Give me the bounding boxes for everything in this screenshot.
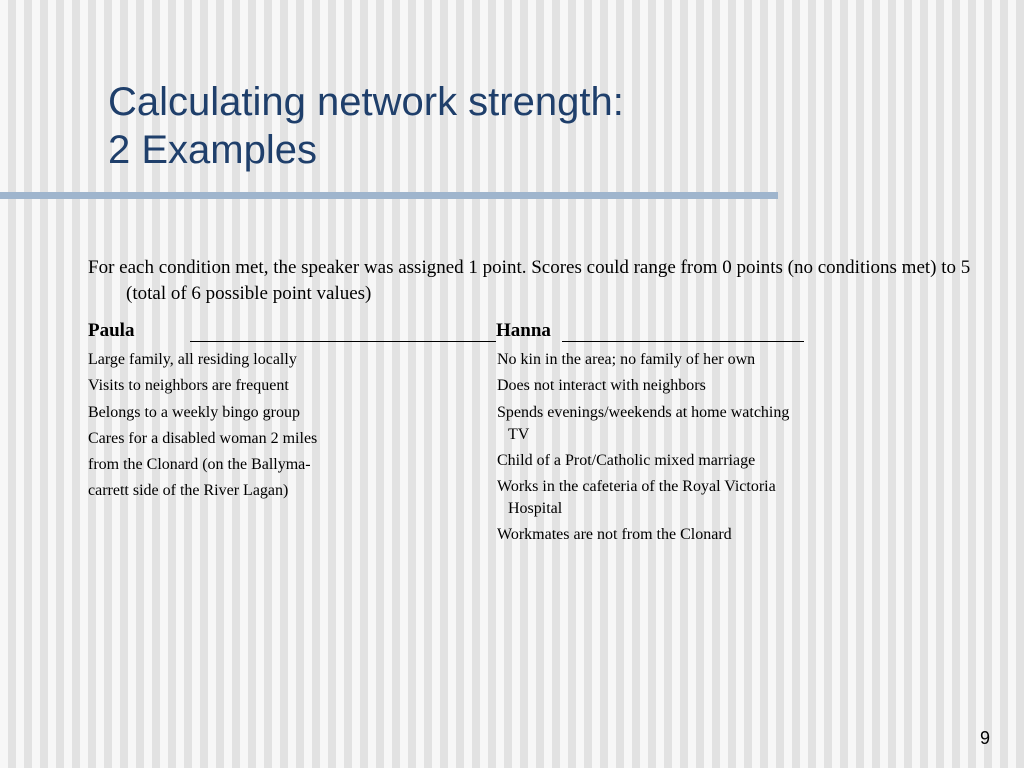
slide-title-line-2: 2 Examples (108, 128, 317, 172)
intro-text: For each condition met, the speaker was assigned 1 point. Scores could range from 0 points (no conditions met) to 5 (total of 6 possible point values) (88, 257, 971, 304)
slide-title-line-1: Calculating network strength: (108, 80, 624, 124)
list-item: carrett side of the River Lagan) (88, 482, 289, 500)
list-item: Cares for a disabled woman 2 miles (88, 429, 318, 447)
list-item: No kin in the area; no family of her own (497, 351, 756, 368)
title-divider (0, 192, 778, 199)
list-item: from the Clonard (on the Ballyma- (88, 456, 311, 474)
list-item: Belongs to a weekly bingo group (88, 403, 300, 421)
list-item: Child of a Prot/Catholic mixed marriage (497, 451, 756, 469)
page-number: 9 (979, 728, 990, 748)
hanna-header-underline (562, 341, 804, 342)
column-headers (88, 320, 848, 346)
paula-header: Paula (88, 320, 135, 341)
list-item: Visits to neighbors are frequent (88, 377, 289, 395)
list-item: Spends evenings/weekends at home watching TV (497, 403, 790, 443)
slide-title (108, 78, 808, 174)
hanna-header: Hanna (496, 320, 551, 341)
list-item: Works in the cafeteria of the Royal Victoria Hospital (497, 478, 776, 518)
list-item: Workmates are not from the Clonard (497, 526, 732, 544)
paula-header-underline (190, 341, 496, 342)
list-item: Does not interact with neighbors (497, 377, 706, 395)
list-item: Large family, all residing locally (88, 351, 297, 368)
paula-conditions-list (88, 349, 488, 507)
hanna-conditions-list (497, 349, 917, 551)
